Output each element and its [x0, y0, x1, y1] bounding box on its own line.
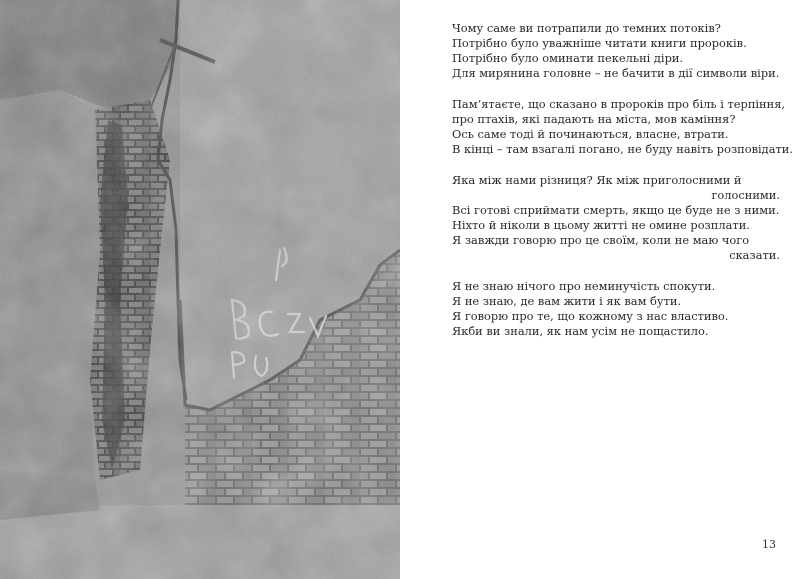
poem-line: Потрібно було оминати пекельні діри.: [452, 51, 684, 65]
poem-line: Для мирянина головне – не бачити в дії символи віри.: [452, 66, 780, 80]
poem-line-continuation: сказати.: [729, 248, 780, 262]
poem-line: Потрібно було уважніше читати книги пророків.: [452, 36, 747, 50]
text-page: [400, 0, 800, 579]
stanza-2: [452, 97, 793, 157]
stanza-4: [452, 279, 782, 339]
poem-line: Я завжди говорю про це своїм, коли не маю чого: [452, 233, 750, 247]
poem-line: Я не знаю, де вам жити і як вам бути.: [452, 294, 682, 308]
poem-line-continuation: голосними.: [711, 188, 780, 202]
poem-line: Я не знаю нічого про неминучість спокути.: [452, 279, 716, 293]
poem-line: Чому саме ви потрапили до темних потоків?: [452, 21, 721, 35]
poem-line: про птахів, які падають на міста, мов каміння?: [452, 112, 736, 126]
poem-line: В кінці – там взагалі погано, не буду навіть розповідати.: [452, 142, 793, 156]
poem: [452, 21, 793, 355]
stanza-3: [452, 173, 782, 263]
poem-line: Ніхто й ніколи в цьому житті не омине розплати.: [452, 218, 750, 232]
poem-line: Всі готові сприймати смерть, якщо це буде не з ними.: [452, 203, 780, 217]
stanza-1: [452, 21, 782, 81]
page-number: 13: [762, 538, 776, 551]
poem-line: Пам’ятаєте, що сказано в пророків про біль і терпіння,: [452, 97, 786, 111]
poem-line: Яка між нами різниця? Як між приголосними й: [452, 173, 742, 187]
poem-line: Якби ви знали, як нам усім не пощастило.: [452, 324, 709, 338]
poem-line: Я говорю про те, що кожному з нас властиво.: [452, 309, 729, 323]
poem-line: Ось саме тоді й починаються, власне, втрати.: [452, 127, 729, 141]
